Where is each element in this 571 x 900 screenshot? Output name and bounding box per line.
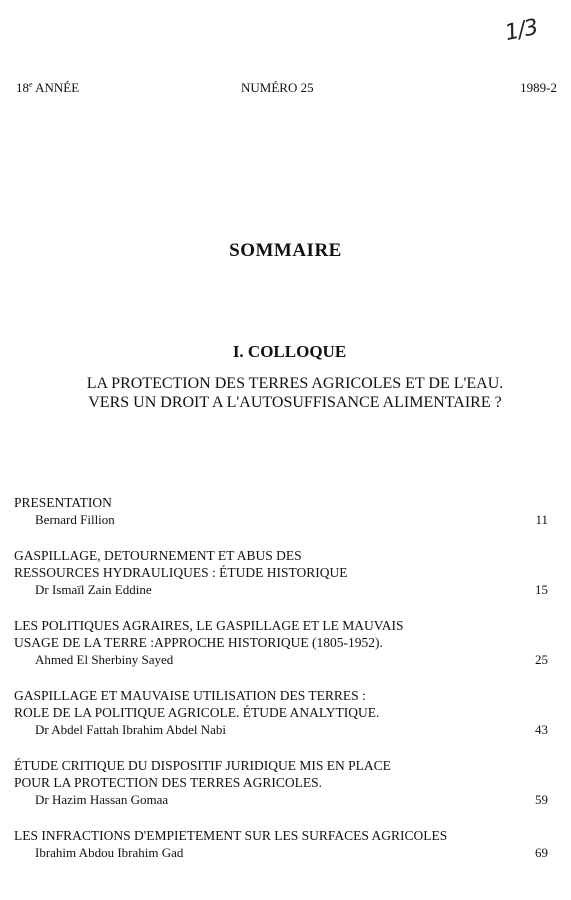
toc-entry — [14, 687, 548, 738]
toc-entry-title: PRESENTATION — [14, 495, 112, 510]
toc-entry-page: 11 — [535, 512, 548, 527]
toc-entry — [14, 617, 548, 668]
header-issue-number: NUMÉRO 25 — [241, 80, 314, 95]
header-date: 1989-2 — [520, 80, 557, 95]
toc-entry-page: 69 — [535, 845, 548, 860]
toc-entry-page: 43 — [535, 722, 548, 737]
toc-entry-title: GASPILLAGE ET MAUVAISE UTILISATION DES TERRES : ROLE DE LA POLITIQUE AGRICOLE. ÉTUDE ANALYTIQUE. — [14, 688, 380, 720]
page-title: SOMMAIRE — [229, 240, 342, 261]
toc-entry — [14, 494, 548, 528]
toc-entry-title: LES INFRACTIONS D'EMPIETEMENT SUR LES SURFACES AGRICOLES — [14, 828, 448, 843]
toc-entry-page: 15 — [535, 582, 548, 597]
toc-entry-author: Dr Abdel Fattah Ibrahim Abdel Nabi — [35, 722, 226, 737]
table-of-contents — [14, 494, 548, 880]
toc-entry-title: GASPILLAGE, DETOURNEMENT ET ABUS DES RESSOURCES HYDRAULIQUES : ÉTUDE HISTORIQUE — [14, 548, 348, 580]
running-header — [16, 80, 557, 98]
section-subtitle-line-1: LA PROTECTION DES TERRES AGRICOLES ET DE L'EAU. — [86, 375, 504, 392]
section-subtitle — [60, 374, 530, 412]
section-subtitle-line-2: VERS UN DROIT A L'AUTOSUFFISANCE ALIMENTAIRE ? — [88, 394, 502, 411]
toc-entry-author: Dr Hazim Hassan Gomaa — [35, 792, 169, 807]
toc-entry-author: Dr Ismaïl Zain Eddine — [35, 582, 152, 597]
header-year: 18e ANNÉE — [16, 80, 80, 95]
toc-entry — [14, 827, 548, 861]
toc-entry-author: Ahmed El Sherbiny Sayed — [35, 652, 174, 667]
toc-entry-author: Ibrahim Abdou Ibrahim Gad — [35, 845, 184, 860]
toc-entry — [14, 547, 548, 598]
toc-entry-page: 59 — [535, 792, 548, 807]
toc-entry-author: Bernard Fillion — [35, 512, 115, 527]
handwritten-annotation: 1/3 — [502, 14, 540, 47]
toc-entry-title: LES POLITIQUES AGRAIRES, LE GASPILLAGE ET LE MAUVAIS USAGE DE LA TERRE :APPROCHE HISTORIQUE (1805-1952). — [14, 618, 404, 650]
toc-entry-page: 25 — [535, 652, 548, 667]
toc-entry-title: ÉTUDE CRITIQUE DU DISPOSITIF JURIDIQUE MIS EN PLACE POUR LA PROTECTION DES TERRES AGRICOLES. — [14, 758, 391, 790]
toc-entry — [14, 757, 548, 808]
section-heading: I. COLLOQUE — [232, 342, 347, 361]
